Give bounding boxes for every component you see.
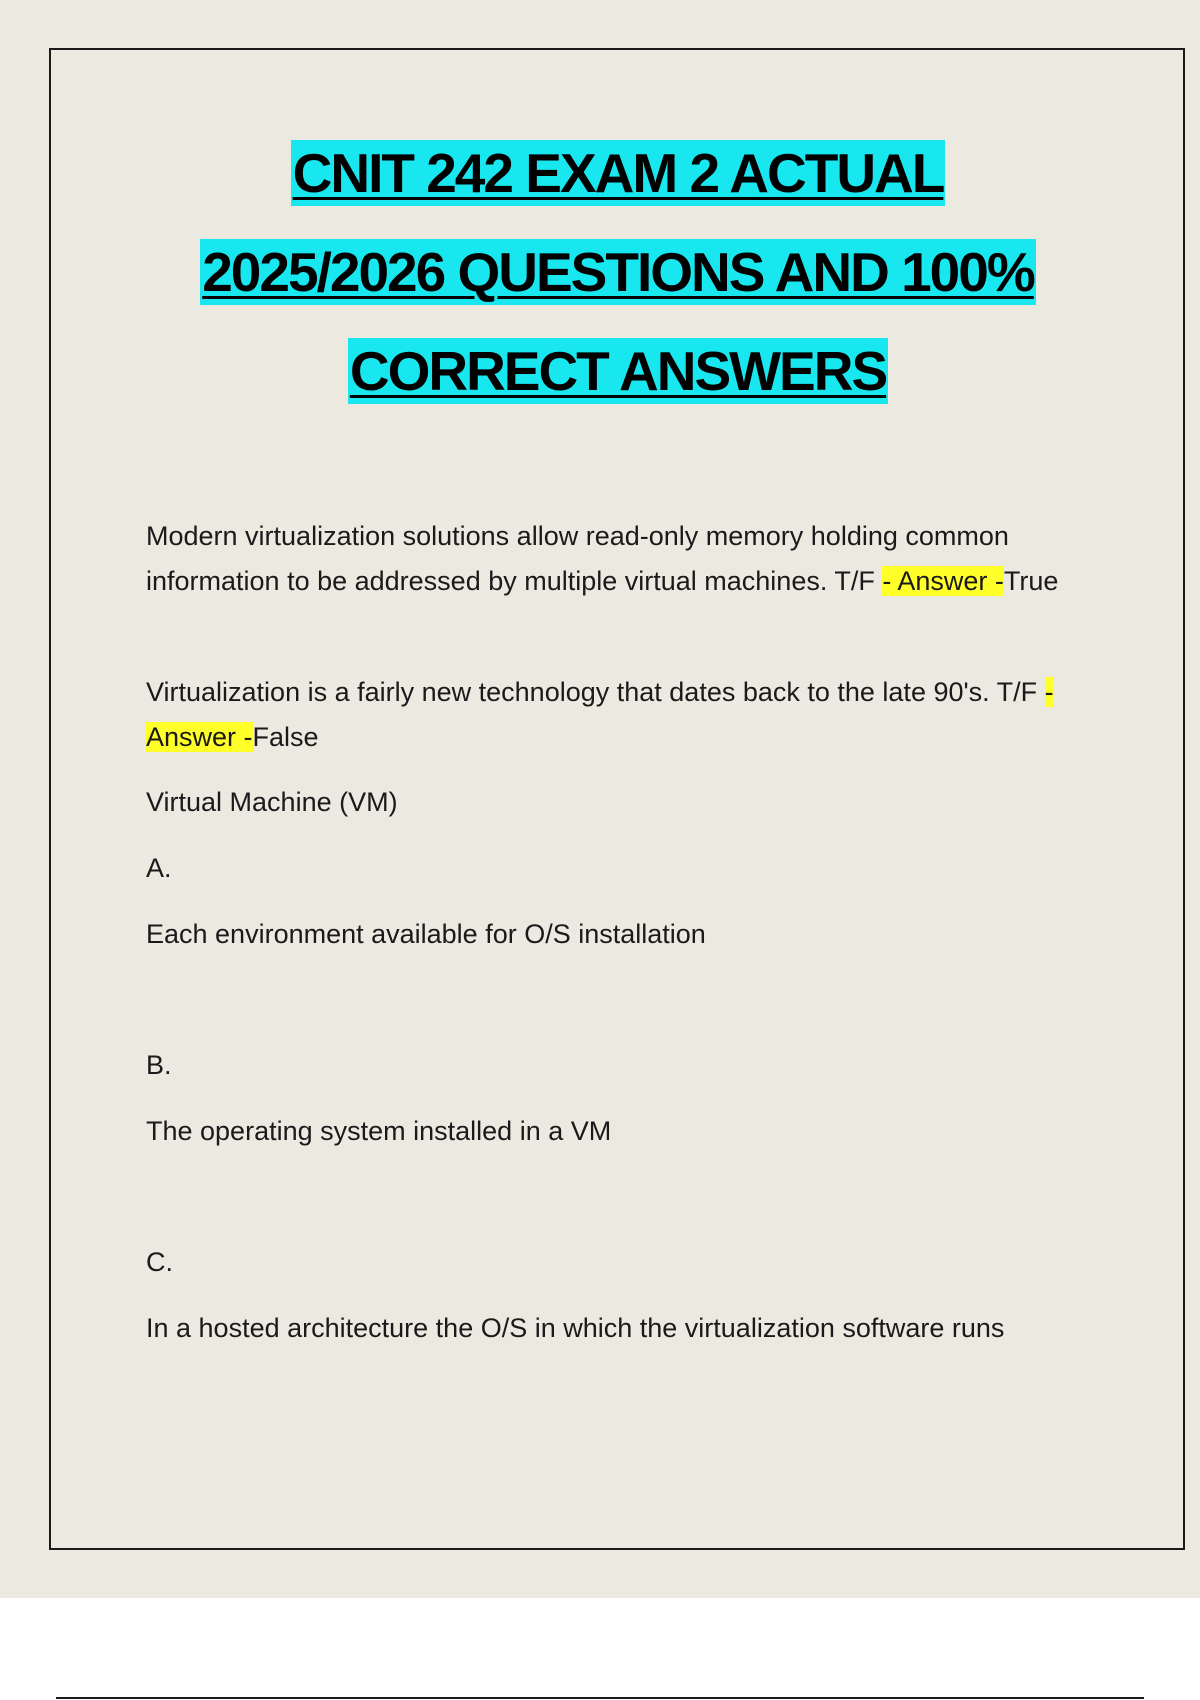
- term-heading: Virtual Machine (VM): [146, 787, 398, 817]
- next-page-border: [56, 1697, 1144, 1699]
- question-text: Virtualization is a fairly new technology that dates back to the late 90's. T/F: [146, 677, 1045, 707]
- option-text-c: In a hosted architecture the O/S in which the virtualization software runs: [146, 1313, 1005, 1343]
- title-line-1: CNIT 242 EXAM 2 ACTUAL: [292, 142, 944, 204]
- answer-marker: - Answer -: [882, 566, 1004, 596]
- answer-marker: - Answer -: [146, 677, 1054, 752]
- answer-value: True: [1003, 566, 1059, 596]
- title-line-3: CORRECT ANSWERS: [349, 340, 887, 402]
- question-1: [146, 514, 1106, 604]
- option-letter-c: C.: [146, 1247, 173, 1277]
- question-2: [146, 670, 1106, 760]
- title-line-2: 2025/2026 QUESTIONS AND 100%: [202, 241, 1034, 303]
- document-title: [0, 140, 1200, 437]
- option-text-b: The operating system installed in a VM: [146, 1116, 612, 1146]
- question-text: Modern virtualization solutions allow read-only memory holding common information to be addressed by multiple virtual machines. T/F: [146, 521, 1009, 596]
- option-text-a: Each environment available for O/S installation: [146, 919, 706, 949]
- answer-value: False: [252, 722, 319, 752]
- option-letter-b: B.: [146, 1050, 172, 1080]
- option-letter-a: A.: [146, 853, 172, 883]
